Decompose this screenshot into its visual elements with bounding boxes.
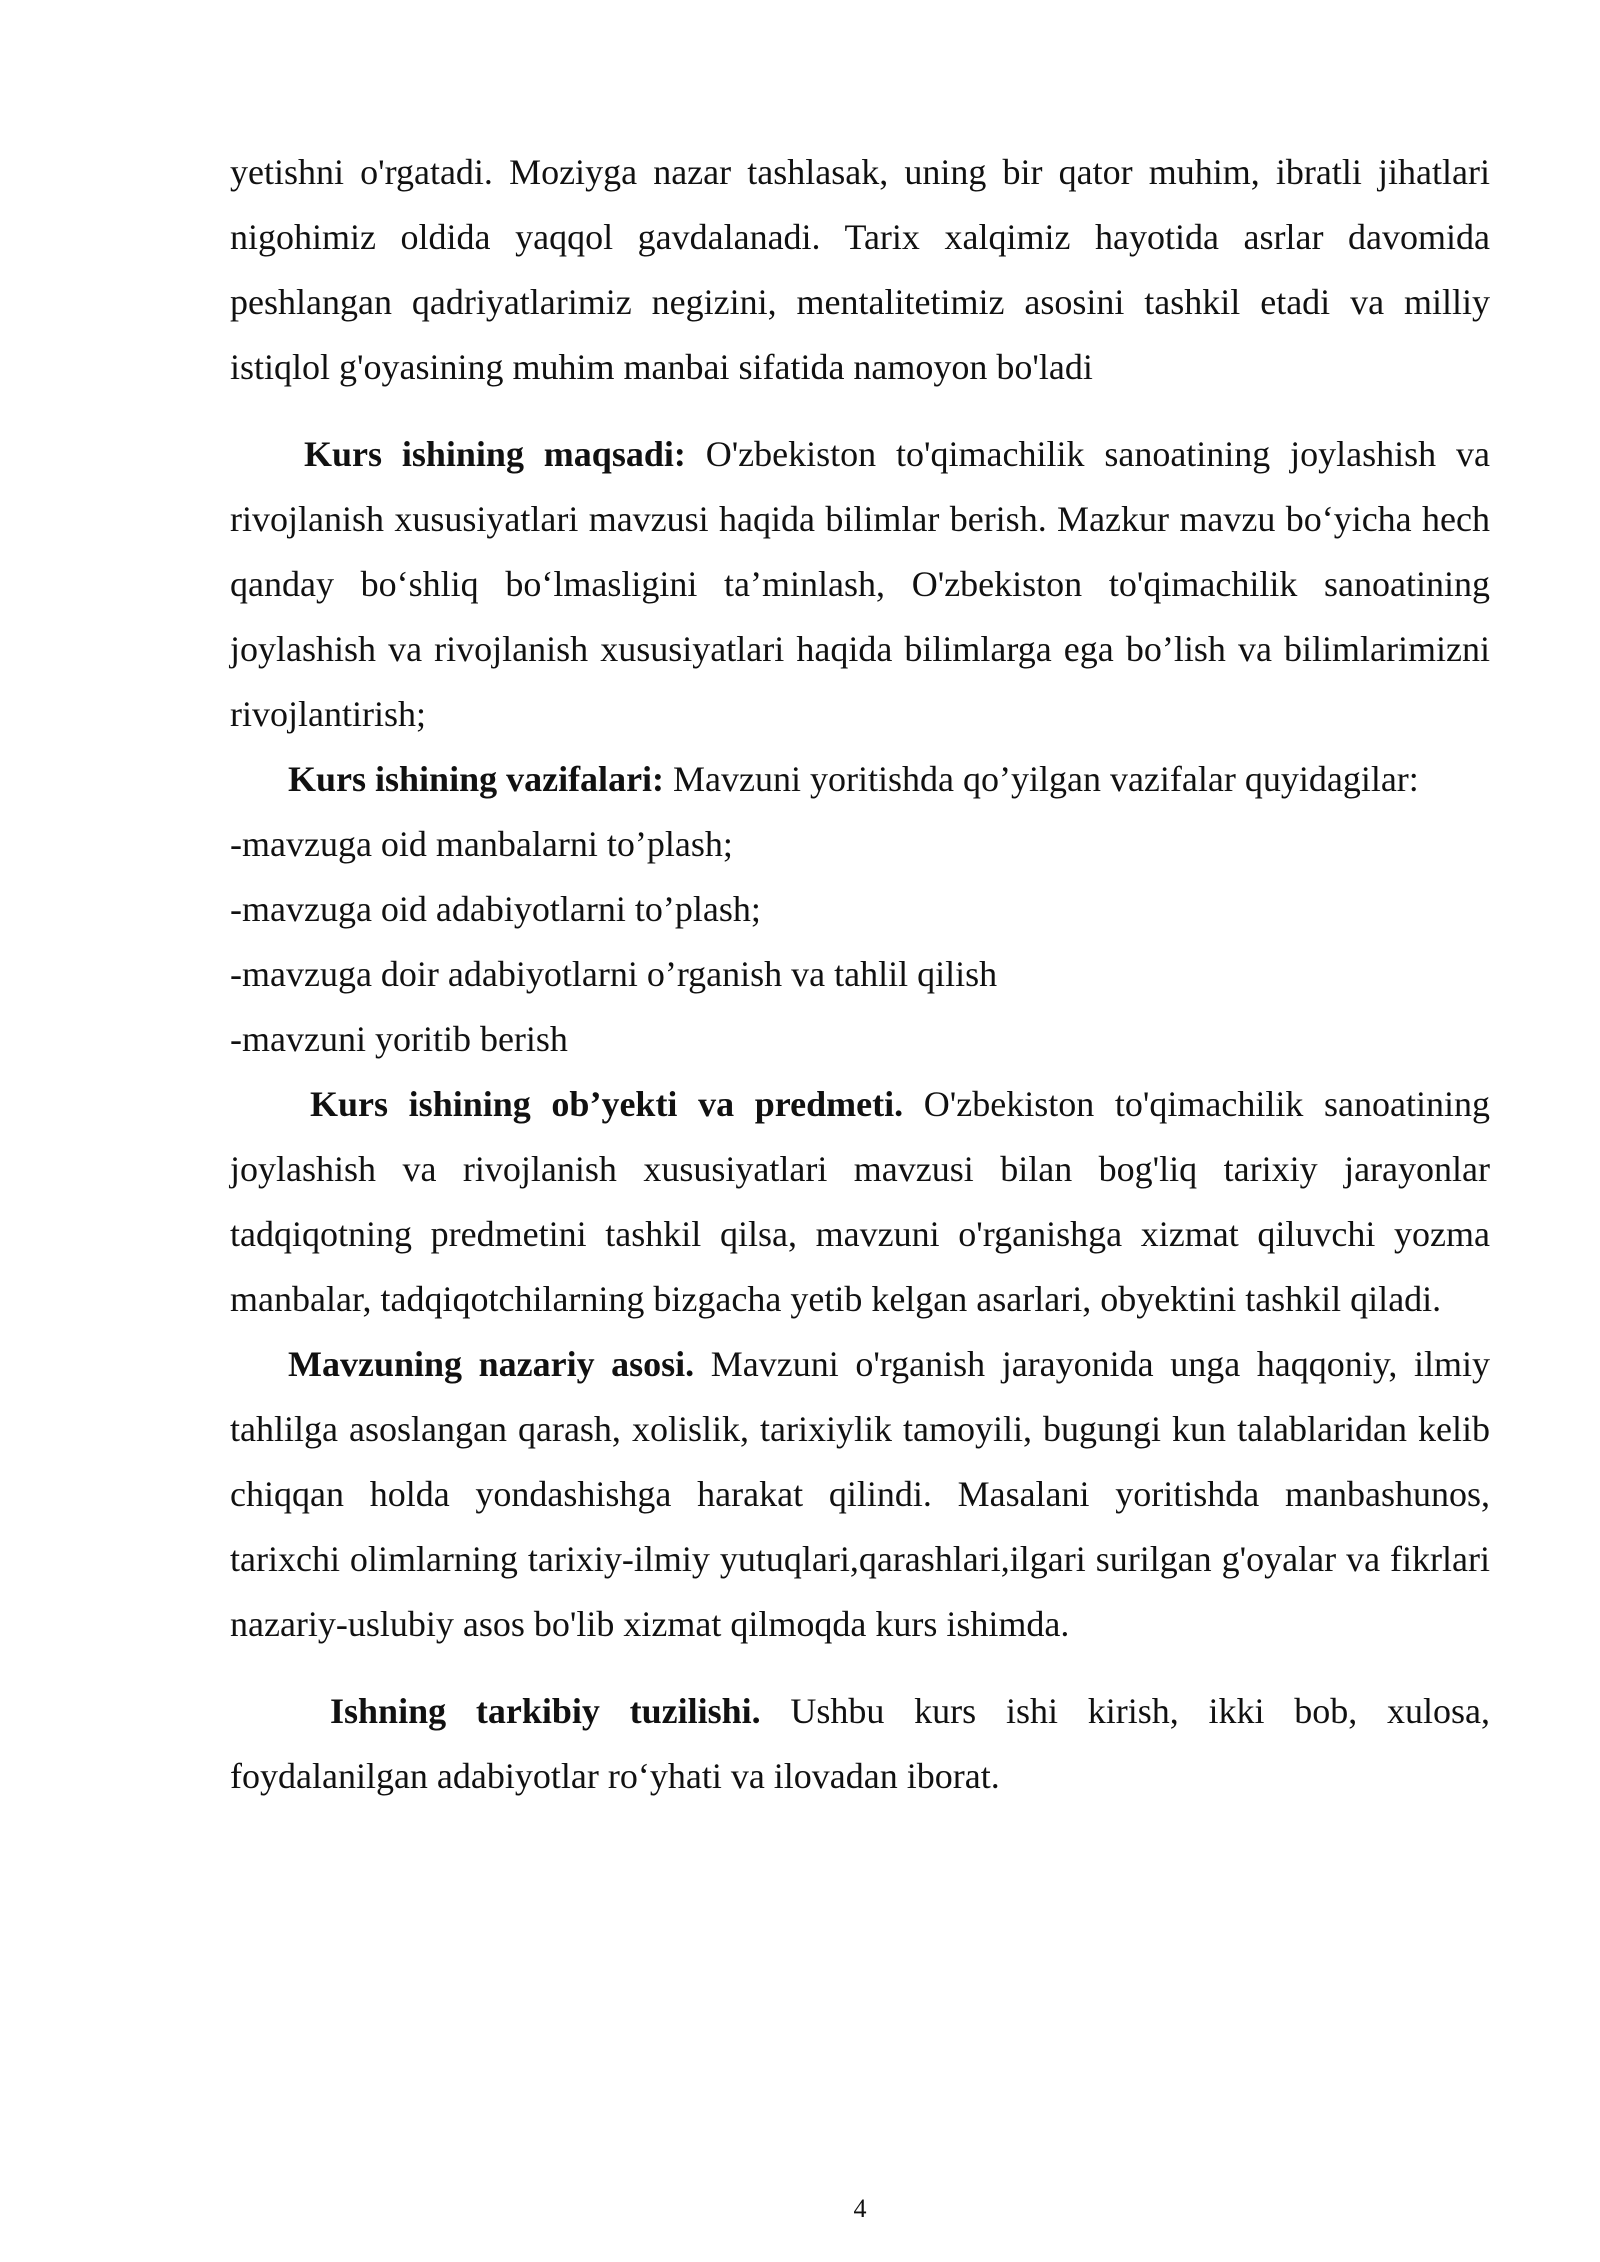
theory-heading: Mavzuning nazariy asosi. xyxy=(288,1344,695,1384)
task-item: -mavzuga oid adabiyotlarni to’plash; xyxy=(230,889,761,929)
theory-text: Mavzuni o'rganish jarayonida unga haqqoniy, ilmiy tahlilga asoslangan qarash, xolislik, tarixiylik tamoyili, bugungi kun talablaridan kelib chiqqan holda yondashishga harakat qilindi. Masalani yoritishda manbashunos, tarixchi olimlarning tarixiy-ilmiy yutuqlari,qarashlari,ilgari surilgan g'oyalar va fikrlari nazariy-uslubiy asos bo'lib xizmat qilmoqda kurs ishimda. xyxy=(230,1344,1490,1644)
goal-text: O'zbekiston to'qimachilik sanoatining joylashish va rivojlanish xususiyatlari mavzusi haqida bilimlar berish. Mazkur mavzu bo‘yicha hech qanday bo‘shliq bo‘lmasligini ta’minlash, O'zbekiston to'qimachilik sanoatining joylashish va rivojlanish xususiyatlari haqida bilimlarga ega bo’lish va bilimlarimizni rivojlantirish; xyxy=(230,434,1490,734)
tasks-text: Mavzuni yoritishda qo’yilgan vazifalar quyidagilar: xyxy=(664,759,1419,799)
tasks-paragraph xyxy=(230,747,1490,812)
goal-heading: Kurs ishining maqsadi: xyxy=(304,434,686,474)
object-heading: Kurs ishining ob’yekti va predmeti. xyxy=(310,1084,904,1124)
structure-heading: Ishning tarkibiy tuzilishi. xyxy=(330,1691,761,1731)
structure-paragraph xyxy=(230,1679,1490,1809)
theory-paragraph xyxy=(230,1332,1490,1657)
task-item: -mavzuga oid manbalarni to’plash; xyxy=(230,824,733,864)
task-item: -mavzuga doir adabiyotlarni o’rganish va tahlil qilish xyxy=(230,954,998,994)
object-text: O'zbekiston to'qimachilik sanoatining joylashish va rivojlanish xususiyatlari mavzusi bilan bog'liq tarixiy jarayonlar tadqiqotning predmetini tashkil qilsa, mavzuni o'rganishga xizmat qiluvchi yozma manbalar, tadqiqotchilarning bizgacha yetib kelgan asarlari, obyektini tashkil qiladi. xyxy=(230,1084,1490,1319)
document-page xyxy=(230,140,1490,1809)
goal-paragraph xyxy=(230,422,1490,747)
structure-text: Ushbu kurs ishi kirish, ikki bob, xulosa, foydalanilgan adabiyotlar ro‘yhati va ilovadan iborat. xyxy=(230,1691,1490,1796)
page-number: 4 xyxy=(853,2194,867,2223)
object-paragraph xyxy=(230,1072,1490,1332)
intro-paragraph: yetishni o'rgatadi. Moziyga nazar tashlasak, uning bir qator muhim, ibratli jihatlari nigohimiz oldida yaqqol gavdalanadi. Tarix xalqimiz hayotida asrlar davomida peshlangan qadriyatlarimiz negizini, mentalitetimiz asosini tashkil etadi va milliy istiqlol g'oyasining muhim manbai sifatida namoyon bo'ladi xyxy=(230,152,1490,387)
tasks-heading: Kurs ishining vazifalari: xyxy=(288,759,665,799)
task-item: -mavzuni yoritib berish xyxy=(230,1019,568,1059)
